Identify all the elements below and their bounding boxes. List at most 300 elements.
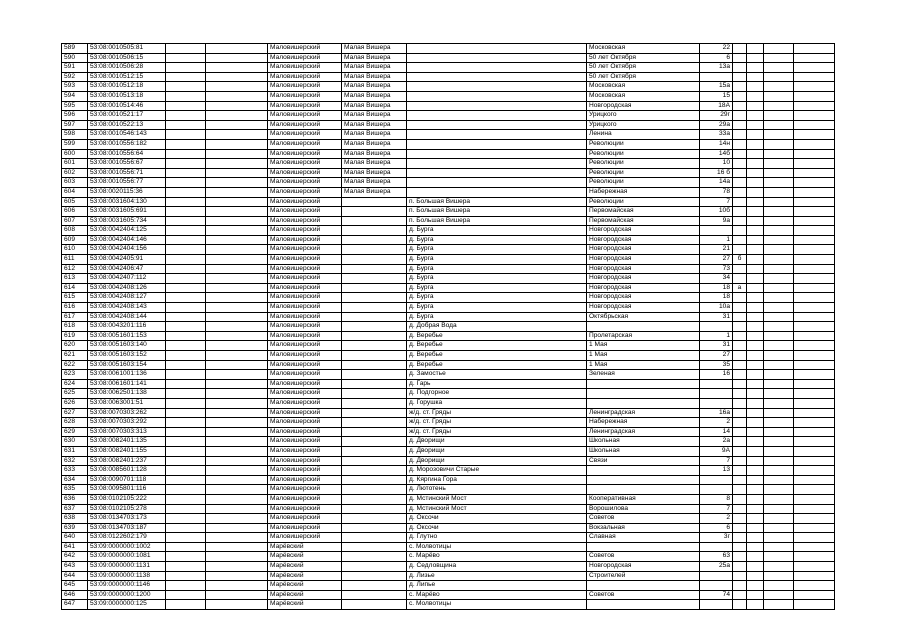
empty-cell <box>764 216 794 226</box>
empty-cell <box>764 600 794 610</box>
city-cell <box>342 523 407 533</box>
cadastral-number-cell: 53:09:0000000:1081 <box>88 552 166 562</box>
empty-cell <box>747 437 764 447</box>
empty-cell <box>764 82 794 92</box>
district-cell: Маловишерский <box>268 63 342 73</box>
empty-cell <box>794 91 835 101</box>
empty-cell <box>166 523 206 533</box>
empty-cell <box>764 283 794 293</box>
empty-cell <box>794 398 835 408</box>
empty-cell <box>166 197 206 207</box>
city-cell <box>342 494 407 504</box>
row-number-cell: 640 <box>62 533 88 543</box>
house-number-cell <box>700 542 733 552</box>
empty-cell <box>764 418 794 428</box>
cadastral-number-cell: 53:08:0010514:46 <box>88 101 166 111</box>
house-number-cell: 35 <box>700 360 733 370</box>
table-row <box>62 255 835 265</box>
city-cell <box>342 274 407 284</box>
district-cell: Маловишерский <box>268 53 342 63</box>
house-number-cell: 10б <box>700 207 733 217</box>
settlement-cell: д. Глутно <box>407 533 587 543</box>
house-number-cell: 25а <box>700 562 733 572</box>
table-row <box>62 542 835 552</box>
table-row <box>62 226 835 236</box>
street-cell: Новгородская <box>587 264 700 274</box>
city-cell <box>342 303 407 313</box>
house-number-cell <box>700 475 733 485</box>
empty-cell <box>794 331 835 341</box>
building-letter-cell <box>733 408 747 418</box>
empty-cell <box>206 255 268 265</box>
street-cell: Вокзальная <box>587 523 700 533</box>
empty-cell <box>794 283 835 293</box>
empty-cell <box>166 331 206 341</box>
house-number-cell: 6 <box>700 53 733 63</box>
empty-cell <box>166 130 206 140</box>
empty-cell <box>794 514 835 524</box>
house-number-cell: 15 <box>700 91 733 101</box>
district-cell: Маловишерский <box>268 245 342 255</box>
empty-cell <box>747 331 764 341</box>
house-number-cell: 63 <box>700 552 733 562</box>
house-number-cell: 15а <box>700 82 733 92</box>
city-cell: Малая Вишера <box>342 149 407 159</box>
district-cell: Маловишерский <box>268 130 342 140</box>
cadastral-number-cell: 53:08:0010506:28 <box>88 63 166 73</box>
empty-cell <box>206 149 268 159</box>
street-cell: Новгородская <box>587 255 700 265</box>
district-cell: Марёвский <box>268 562 342 572</box>
empty-cell <box>166 494 206 504</box>
empty-cell <box>747 571 764 581</box>
cadastral-number-cell: 53:08:0031605:691 <box>88 207 166 217</box>
row-number-cell: 606 <box>62 207 88 217</box>
row-number-cell: 646 <box>62 590 88 600</box>
empty-cell <box>206 120 268 130</box>
building-letter-cell <box>733 207 747 217</box>
settlement-cell: д. Лизье <box>407 571 587 581</box>
empty-cell <box>747 504 764 514</box>
city-cell <box>342 533 407 543</box>
empty-cell <box>794 351 835 361</box>
house-number-cell: 18 <box>700 283 733 293</box>
empty-cell <box>166 255 206 265</box>
building-letter-cell <box>733 139 747 149</box>
building-letter-cell <box>733 91 747 101</box>
empty-cell <box>794 370 835 380</box>
row-number-cell: 609 <box>62 235 88 245</box>
row-number-cell: 618 <box>62 322 88 332</box>
house-number-cell: 10 <box>700 159 733 169</box>
row-number-cell: 619 <box>62 331 88 341</box>
settlement-cell: д. Веребье <box>407 360 587 370</box>
empty-cell <box>794 245 835 255</box>
empty-cell <box>794 226 835 236</box>
empty-cell <box>794 111 835 121</box>
empty-cell <box>206 293 268 303</box>
empty-cell <box>747 418 764 428</box>
empty-cell <box>764 523 794 533</box>
empty-cell <box>166 437 206 447</box>
street-cell: Школьная <box>587 437 700 447</box>
building-letter-cell <box>733 389 747 399</box>
house-number-cell: 9А <box>700 446 733 456</box>
table-row <box>62 398 835 408</box>
city-cell <box>342 379 407 389</box>
building-letter-cell <box>733 542 747 552</box>
empty-cell <box>747 427 764 437</box>
row-number-cell: 607 <box>62 216 88 226</box>
empty-cell <box>206 552 268 562</box>
empty-cell <box>206 82 268 92</box>
district-cell: Маловишерский <box>268 418 342 428</box>
settlement-cell: д. Бурга <box>407 226 587 236</box>
empty-cell <box>794 379 835 389</box>
house-number-cell: 18 <box>700 293 733 303</box>
city-cell <box>342 418 407 428</box>
table-row <box>62 53 835 63</box>
table-row <box>62 207 835 217</box>
empty-cell <box>764 120 794 130</box>
house-number-cell <box>700 571 733 581</box>
empty-cell <box>206 398 268 408</box>
street-cell: Советов <box>587 552 700 562</box>
city-cell: Малая Вишера <box>342 63 407 73</box>
empty-cell <box>206 159 268 169</box>
row-number-cell: 636 <box>62 494 88 504</box>
city-cell <box>342 446 407 456</box>
empty-cell <box>747 514 764 524</box>
empty-cell <box>794 494 835 504</box>
empty-cell <box>166 216 206 226</box>
city-cell: Малая Вишера <box>342 159 407 169</box>
row-number-cell: 645 <box>62 581 88 591</box>
building-letter-cell <box>733 72 747 82</box>
empty-cell <box>166 159 206 169</box>
row-number-cell: 639 <box>62 523 88 533</box>
empty-cell <box>166 389 206 399</box>
house-number-cell: 27 <box>700 255 733 265</box>
empty-cell <box>747 149 764 159</box>
settlement-cell: д. Бурга <box>407 255 587 265</box>
empty-cell <box>764 398 794 408</box>
empty-cell <box>206 370 268 380</box>
building-letter-cell <box>733 187 747 197</box>
street-cell: Революции <box>587 159 700 169</box>
row-number-cell: 630 <box>62 437 88 447</box>
empty-cell <box>764 590 794 600</box>
building-letter-cell <box>733 245 747 255</box>
empty-cell <box>166 351 206 361</box>
empty-cell <box>794 120 835 130</box>
city-cell: Малая Вишера <box>342 44 407 54</box>
building-letter-cell <box>733 312 747 322</box>
house-number-cell: 9а <box>700 216 733 226</box>
empty-cell <box>747 216 764 226</box>
empty-cell <box>747 255 764 265</box>
empty-cell <box>794 590 835 600</box>
empty-cell <box>206 600 268 610</box>
house-number-cell: 7 <box>700 504 733 514</box>
settlement-cell: д. Бурга <box>407 283 587 293</box>
settlement-cell <box>407 187 587 197</box>
district-cell: Маловишерский <box>268 187 342 197</box>
empty-cell <box>166 446 206 456</box>
settlement-cell <box>407 130 587 140</box>
empty-cell <box>206 341 268 351</box>
empty-cell <box>764 63 794 73</box>
house-number-cell: 1 <box>700 331 733 341</box>
empty-cell <box>747 370 764 380</box>
table-row <box>62 351 835 361</box>
empty-cell <box>747 581 764 591</box>
settlement-cell: д. Горушка <box>407 398 587 408</box>
street-cell: Ленина <box>587 130 700 140</box>
cadastral-number-cell: 53:09:0000000:1131 <box>88 562 166 572</box>
empty-cell <box>206 437 268 447</box>
house-number-cell: 16а <box>700 408 733 418</box>
empty-cell <box>747 322 764 332</box>
street-cell <box>587 379 700 389</box>
registry-rows <box>62 44 835 610</box>
street-cell: Московская <box>587 44 700 54</box>
table-row <box>62 341 835 351</box>
building-letter-cell <box>733 293 747 303</box>
city-cell <box>342 207 407 217</box>
empty-cell <box>747 600 764 610</box>
empty-cell <box>764 466 794 476</box>
empty-cell <box>747 552 764 562</box>
house-number-cell: 31 <box>700 341 733 351</box>
district-cell: Марёвский <box>268 600 342 610</box>
district-cell: Маловишерский <box>268 389 342 399</box>
empty-cell <box>794 389 835 399</box>
table-row <box>62 101 835 111</box>
settlement-cell: д. Морозовичи Старые <box>407 466 587 476</box>
settlement-cell: д. Дворищи <box>407 456 587 466</box>
empty-cell <box>747 120 764 130</box>
cadastral-number-cell: 53:08:0051603:152 <box>88 351 166 361</box>
district-cell: Марёвский <box>268 552 342 562</box>
city-cell: Малая Вишера <box>342 101 407 111</box>
city-cell <box>342 485 407 495</box>
house-number-cell: 33а <box>700 130 733 140</box>
row-number-cell: 616 <box>62 303 88 313</box>
empty-cell <box>794 456 835 466</box>
empty-cell <box>206 283 268 293</box>
empty-cell <box>166 427 206 437</box>
empty-cell <box>166 149 206 159</box>
settlement-cell: д. Бурга <box>407 235 587 245</box>
city-cell: Малая Вишера <box>342 187 407 197</box>
street-cell <box>587 466 700 476</box>
empty-cell <box>166 178 206 188</box>
city-cell: Малая Вишера <box>342 111 407 121</box>
building-letter-cell <box>733 341 747 351</box>
cadastral-number-cell: 53:08:0010506:15 <box>88 53 166 63</box>
settlement-cell: д. Лютотень <box>407 485 587 495</box>
empty-cell <box>206 456 268 466</box>
district-cell: Маловишерский <box>268 235 342 245</box>
cadastral-number-cell: 53:08:0062501:138 <box>88 389 166 399</box>
empty-cell <box>206 168 268 178</box>
building-letter-cell <box>733 130 747 140</box>
street-cell: Революции <box>587 139 700 149</box>
settlement-cell <box>407 111 587 121</box>
empty-cell <box>747 475 764 485</box>
empty-cell <box>206 418 268 428</box>
row-number-cell: 594 <box>62 91 88 101</box>
empty-cell <box>747 293 764 303</box>
empty-cell <box>166 139 206 149</box>
table-row <box>62 437 835 447</box>
district-cell: Маловишерский <box>268 91 342 101</box>
row-number-cell: 622 <box>62 360 88 370</box>
empty-cell <box>166 293 206 303</box>
street-cell: Зеленая <box>587 370 700 380</box>
house-number-cell: 7 <box>700 197 733 207</box>
city-cell: Малая Вишера <box>342 53 407 63</box>
empty-cell <box>747 590 764 600</box>
empty-cell <box>206 207 268 217</box>
street-cell: Новгородская <box>587 303 700 313</box>
cadastral-number-cell: 53:08:0031604:130 <box>88 197 166 207</box>
table-row <box>62 322 835 332</box>
cadastral-number-cell: 53:08:0051603:154 <box>88 360 166 370</box>
empty-cell <box>166 303 206 313</box>
empty-cell <box>747 72 764 82</box>
street-cell <box>587 322 700 332</box>
building-letter-cell <box>733 590 747 600</box>
district-cell: Маловишерский <box>268 341 342 351</box>
house-number-cell <box>700 581 733 591</box>
row-number-cell: 592 <box>62 72 88 82</box>
settlement-cell: д. Веребье <box>407 341 587 351</box>
row-number-cell: 591 <box>62 63 88 73</box>
empty-cell <box>794 322 835 332</box>
row-number-cell: 617 <box>62 312 88 322</box>
cadastral-number-cell: 53:08:0042405:91 <box>88 255 166 265</box>
cadastral-number-cell: 53:08:0051601:153 <box>88 331 166 341</box>
empty-cell <box>206 571 268 581</box>
building-letter-cell <box>733 322 747 332</box>
street-cell: Связи <box>587 456 700 466</box>
district-cell: Маловишерский <box>268 111 342 121</box>
house-number-cell <box>700 485 733 495</box>
empty-cell <box>764 437 794 447</box>
empty-cell <box>166 485 206 495</box>
empty-cell <box>747 44 764 54</box>
empty-cell <box>206 590 268 600</box>
house-number-cell: 10а <box>700 303 733 313</box>
building-letter-cell <box>733 331 747 341</box>
city-cell <box>342 600 407 610</box>
empty-cell <box>764 293 794 303</box>
street-cell: Новгородская <box>587 226 700 236</box>
empty-cell <box>764 207 794 217</box>
settlement-cell: д. Замостье <box>407 370 587 380</box>
street-cell: Новгородская <box>587 562 700 572</box>
cadastral-number-cell: 53:08:0102105:222 <box>88 494 166 504</box>
building-letter-cell <box>733 504 747 514</box>
empty-cell <box>747 274 764 284</box>
cadastral-number-cell: 53:08:0122602:179 <box>88 533 166 543</box>
empty-cell <box>794 168 835 178</box>
settlement-cell: д. Веребье <box>407 331 587 341</box>
empty-cell <box>794 255 835 265</box>
cadastral-number-cell: 53:08:0043201:116 <box>88 322 166 332</box>
district-cell: Маловишерский <box>268 523 342 533</box>
settlement-cell: п. Большая Вишера <box>407 207 587 217</box>
row-number-cell: 608 <box>62 226 88 236</box>
table-row <box>62 91 835 101</box>
settlement-cell: с. Молвотицы <box>407 542 587 552</box>
empty-cell <box>747 523 764 533</box>
street-cell: Новгородская <box>587 274 700 284</box>
empty-cell <box>764 178 794 188</box>
empty-cell <box>747 111 764 121</box>
table-row <box>62 427 835 437</box>
empty-cell <box>764 533 794 543</box>
settlement-cell: д. Подгорное <box>407 389 587 399</box>
building-letter-cell <box>733 562 747 572</box>
table-row <box>62 466 835 476</box>
building-letter-cell <box>733 351 747 361</box>
empty-cell <box>747 101 764 111</box>
row-number-cell: 610 <box>62 245 88 255</box>
district-cell: Маловишерский <box>268 178 342 188</box>
street-cell: Набережная <box>587 418 700 428</box>
empty-cell <box>794 466 835 476</box>
cadastral-number-cell: 53:08:0082401:237 <box>88 456 166 466</box>
empty-cell <box>764 389 794 399</box>
row-number-cell: 629 <box>62 427 88 437</box>
empty-cell <box>166 581 206 591</box>
settlement-cell <box>407 159 587 169</box>
district-cell: Маловишерский <box>268 264 342 274</box>
building-letter-cell <box>733 274 747 284</box>
empty-cell <box>794 293 835 303</box>
empty-cell <box>166 235 206 245</box>
district-cell: Маловишерский <box>268 533 342 543</box>
street-cell: Революции <box>587 178 700 188</box>
street-cell <box>587 542 700 552</box>
settlement-cell: ж/д. ст. Гряды <box>407 408 587 418</box>
empty-cell <box>794 418 835 428</box>
empty-cell <box>747 398 764 408</box>
empty-cell <box>794 235 835 245</box>
house-number-cell: 21 <box>700 245 733 255</box>
settlement-cell: д. Мстинский Мост <box>407 504 587 514</box>
table-row <box>62 274 835 284</box>
empty-cell <box>764 427 794 437</box>
empty-cell <box>166 72 206 82</box>
cadastral-number-cell: 53:09:0000000:125 <box>88 600 166 610</box>
district-cell: Маловишерский <box>268 312 342 322</box>
city-cell: Малая Вишера <box>342 82 407 92</box>
settlement-cell: д. Бурга <box>407 293 587 303</box>
district-cell: Маловишерский <box>268 168 342 178</box>
empty-cell <box>764 312 794 322</box>
empty-cell <box>206 475 268 485</box>
house-number-cell: 13а <box>700 63 733 73</box>
empty-cell <box>747 139 764 149</box>
district-cell: Марёвский <box>268 542 342 552</box>
row-number-cell: 611 <box>62 255 88 265</box>
building-letter-cell <box>733 82 747 92</box>
empty-cell <box>166 82 206 92</box>
